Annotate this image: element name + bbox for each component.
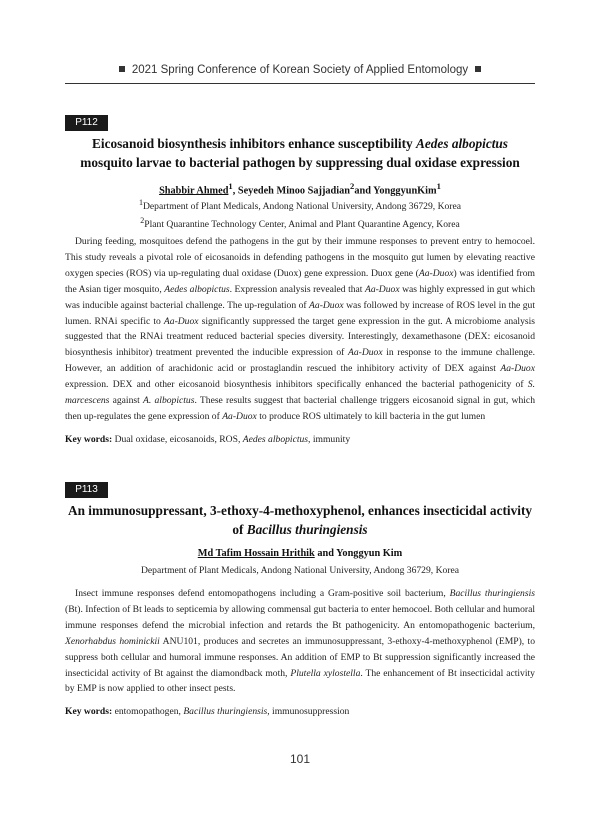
abstract-title: Eicosanoid biosynthesis inhibitors enhance susceptibility Aedes albopictus mosquito larvae to bacterial pathogen by suppressing dual oxidase expression <box>80 136 520 170</box>
page-number: 101 <box>289 752 311 766</box>
running-header <box>65 64 535 76</box>
abstract-body: Insect immune responses defend entomopathogens including a Gram-positive soil bacterium, Bacillus thuringiensis (Bt). Infection of Bt leads to septicemia by allowing commensal gut bacteria to enter hemocoel. Both cellular and humoral immune responses defend the microbial infection and retards the Bt pathogenicity. An entomopathogenic bacterium, Xenorhabdus hominickii ANU101, produces and secretes an immunosuppressant, 3-ethoxy-4-methoxyphenol (EMP), to suppress both cellular and humoral immune responses. An addition of EMP to Bt suppression significantly increased the insecticidal activity of Bt against the diamondback moth, Plutella xylostella. The enhancement of Bt insecticidal activity by EMP is now applied to other insect pests. <box>65 588 536 695</box>
presenting-author: Shabbir Ahmed <box>159 185 229 197</box>
author-list: Shabbir Ahmed$^1$, Seyedeh Minoo Sajjadian$^2$and YonggyunKim$^1$ <box>159 181 441 197</box>
presenting-author: Md Tafim Hossain Hrithik <box>197 548 315 559</box>
title-species: Bacillus thuringiensis <box>246 522 368 537</box>
affiliation-1: $^1$Department of Plant Medicals, Andong National University, Andong 36729, Korea <box>138 198 462 213</box>
keywords: Key words: entomopathogen, Bacillus thuringiensis, immunosuppression <box>65 706 350 717</box>
square-bullet-icon <box>119 66 125 72</box>
title-species: Aedes albopictus <box>416 136 508 151</box>
affiliation: Department of Plant Medicals, Andong National University, Andong 36729, Korea <box>140 565 460 576</box>
affiliation-2: $^2$Plant Quarantine Technology Center, Animal and Plant Quarantine Agency, Korea <box>140 216 460 231</box>
author-list: Md Tafim Hossain Hrithik and Yonggyun Kim <box>197 548 403 559</box>
abstract-title: An immunosuppressant, 3-ethoxy-4-methoxyphenol, enhances insecticidal activity of Bacillus thuringiensis <box>67 503 533 537</box>
square-bullet-icon <box>475 66 481 72</box>
abstract-body: During feeding, mosquitoes defend the pathogens in the gut by their immune responses to prevent entry to hemocoel. This study reveals a pivotal role of eicosanoids in defending pathogens in the mosquito gut lumen by elevating reactive oxygen species (ROS) via up-regulating dual oxidase (Duox) gene expression. Duox gene (Aa-Duox) was identified from the Asian tiger mosquito, Aedes albopictus. Expression analysis revealed that Aa-Duox was highly expressed in gut which was inducible against bacterial challenge. The up-regulation of Aa-Duox was followed by increase of ROS level in the gut lumen. RNAi specific to Aa-Duox significantly suppressed the target gene expression in the gut. A microbiome analysis suggested that the RNAi treatment reduced bacterial species diversity. Interestingly, dexamethasone (DEX: eicosanoid biosynthesis inhibitor) treatment prevented the inducible expression of Aa-Duox in response to the immune challenge. However, an addition of arachidonic acid or prostaglandin rescued the inhibitory activity of DEX against Aa-Duox expression. DEX and other eicosanoid biosynthesis inhibitors specifically enhanced the bacterial pathogenicity of S. marcescens against A. albopictus. These results suggest that bacterial challenge triggers eicosanoid signal in gut, which then up-regulates the gene expression of Aa-Duox to produce ROS ultimately to kill bacteria in the gut lumen <box>65 236 536 422</box>
affiliations <box>65 196 535 232</box>
abstract-id-badge: P113 <box>65 482 108 498</box>
header-rule <box>65 83 535 84</box>
abstract-id-badge: P112 <box>65 115 108 131</box>
header-title: 2021 Spring Conference of Korean Society of Applied Entomology <box>131 64 469 76</box>
keywords: Key words: Dual oxidase, eicosanoids, ROS, Aedes albopictus, immunity <box>65 434 351 445</box>
